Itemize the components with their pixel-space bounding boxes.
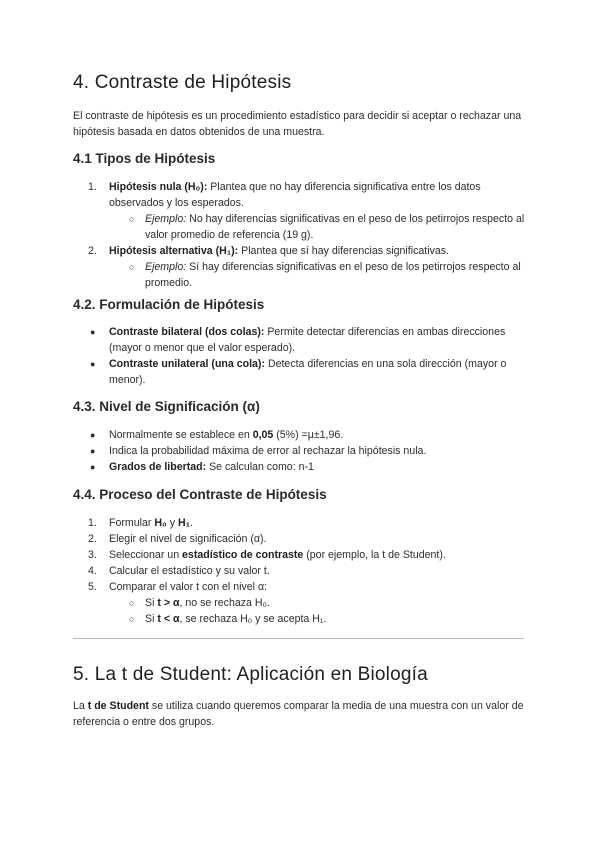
item-label: Hipótesis nula (H₀): (109, 181, 208, 193)
list-item-alternative-hypothesis (73, 243, 533, 259)
list-marker: 2. (88, 245, 97, 257)
step-choose-level (73, 531, 533, 547)
list-item-degrees-freedom (73, 459, 533, 475)
step-number: 2. (88, 533, 97, 545)
section-4-1-title: 4.1 Tipos de Hipótesis (73, 151, 216, 166)
sub-marker: ○ (129, 614, 135, 624)
item-text: Normalmente se establece en (109, 429, 253, 441)
intro-text: se utiliza cuando queremos comparar la media de una muestra con un valor de referencia o entre dos grupos. (73, 700, 524, 728)
item-value: 0,05 (252, 429, 274, 441)
item-text: Plantea que sí hay diferencias significativas. (238, 245, 450, 257)
symbol-h1: H₁ (177, 517, 190, 529)
horizontal-divider (73, 638, 524, 639)
step-formulate (73, 515, 533, 531)
item-text: Plantea que no hay diferencia significativa entre los datos observados y los esperados. (109, 181, 481, 209)
step-text: Elegir el nivel de significación (α). (109, 533, 267, 545)
section-5-intro (73, 698, 533, 730)
step-select-statistic (73, 547, 533, 563)
step-text: Calcular el estadístico y su valor t. (109, 565, 270, 577)
step-keyword: estadístico de contraste (182, 549, 304, 561)
intro-text: La (73, 700, 88, 712)
list-item-null-hypothesis (73, 179, 533, 211)
hypothesis-types-list (73, 179, 533, 291)
formulation-list (73, 324, 533, 388)
step-text: . (190, 517, 193, 529)
list-marker: 1. (88, 181, 97, 193)
sub-text: Si (145, 597, 158, 609)
sub-item-example (73, 211, 533, 243)
item-label: Contraste unilateral (una cola): (109, 358, 265, 370)
sub-text: , se rechaza H₀ y se acepta H₁. (179, 613, 327, 625)
step-text: (por ejemplo, la t de Student). (303, 549, 446, 561)
example-label: Ejemplo: (145, 213, 187, 225)
step-calculate (73, 563, 533, 579)
step-number: 3. (88, 549, 97, 561)
bullet-marker: ● (90, 446, 96, 456)
step-number: 4. (88, 565, 97, 577)
bullet-marker: ● (90, 359, 96, 369)
sub-item-not-reject (73, 595, 533, 611)
keyword-t-student: t de Student (87, 700, 149, 712)
sub-marker: ○ (129, 598, 135, 608)
item-text: Detecta diferencias en una sola dirección (mayor o menor). (109, 358, 507, 386)
list-item-probability (73, 443, 533, 459)
section-4-intro: El contraste de hipótesis es un procedimiento estadístico para decidir si aceptar o rechazar una hipótesis basada en datos obtenidos de una muestra. (73, 110, 522, 138)
sub-marker: ○ (129, 262, 135, 272)
step-number: 1. (88, 517, 97, 529)
item-text: Se calculan como: n-1 (206, 461, 314, 473)
symbol-h0: H₀ (154, 517, 167, 529)
item-text: Permite detectar diferencias en ambas direcciones (mayor o menor que el valor esperado). (109, 326, 506, 354)
step-text: Formular (109, 517, 155, 529)
example-label: Ejemplo: (145, 261, 187, 273)
process-steps-list (73, 515, 533, 627)
significance-list (73, 427, 533, 475)
step-text: y (166, 517, 178, 529)
section-5-title: 5. La t de Student: Aplicación en Biología (73, 664, 428, 685)
step-number: 5. (88, 581, 97, 593)
section-4-3-title: 4.3. Nivel de Significación (α) (73, 399, 260, 414)
step-compare (73, 579, 533, 595)
section-4-4-title: 4.4. Proceso del Contraste de Hipótesis (73, 487, 327, 502)
item-label: Contraste bilateral (dos colas): (109, 326, 265, 338)
example-text: No hay diferencias significativas en el peso de los petirrojos respecto al valor promedio de referencia (19 g). (145, 213, 525, 241)
section-4-2-title: 4.2. Formulación de Hipótesis (73, 297, 265, 312)
section-4-title: 4. Contraste de Hipótesis (73, 72, 292, 93)
list-item-level (73, 427, 533, 443)
sub-marker: ○ (129, 214, 135, 224)
example-text: Sí hay diferencias significativas en el peso de los petirrojos respecto al promedio. (145, 261, 521, 289)
item-label: Hipótesis alternativa (H₁): (109, 245, 239, 257)
bullet-marker: ● (90, 462, 96, 472)
list-item-bilateral (73, 324, 533, 356)
sub-item-reject (73, 611, 533, 627)
condition: t < α (157, 613, 180, 625)
condition: t > α (157, 597, 180, 609)
item-label: Grados de libertad: (109, 461, 207, 473)
step-text: Seleccionar un (109, 549, 183, 561)
item-text: Indica la probabilidad máxima de error al rechazar la hipótesis nula. (109, 445, 427, 457)
sub-item-example (73, 259, 533, 291)
sub-text: Si (145, 613, 158, 625)
bullet-marker: ● (90, 430, 96, 440)
item-text: (5%) =μ±1,96. (273, 429, 344, 441)
bullet-marker: ● (90, 327, 96, 337)
step-text: Comparar el valor t con el nivel α: (109, 581, 268, 593)
sub-text: , no se rechaza H₀. (179, 597, 270, 609)
list-item-unilateral (73, 356, 533, 388)
